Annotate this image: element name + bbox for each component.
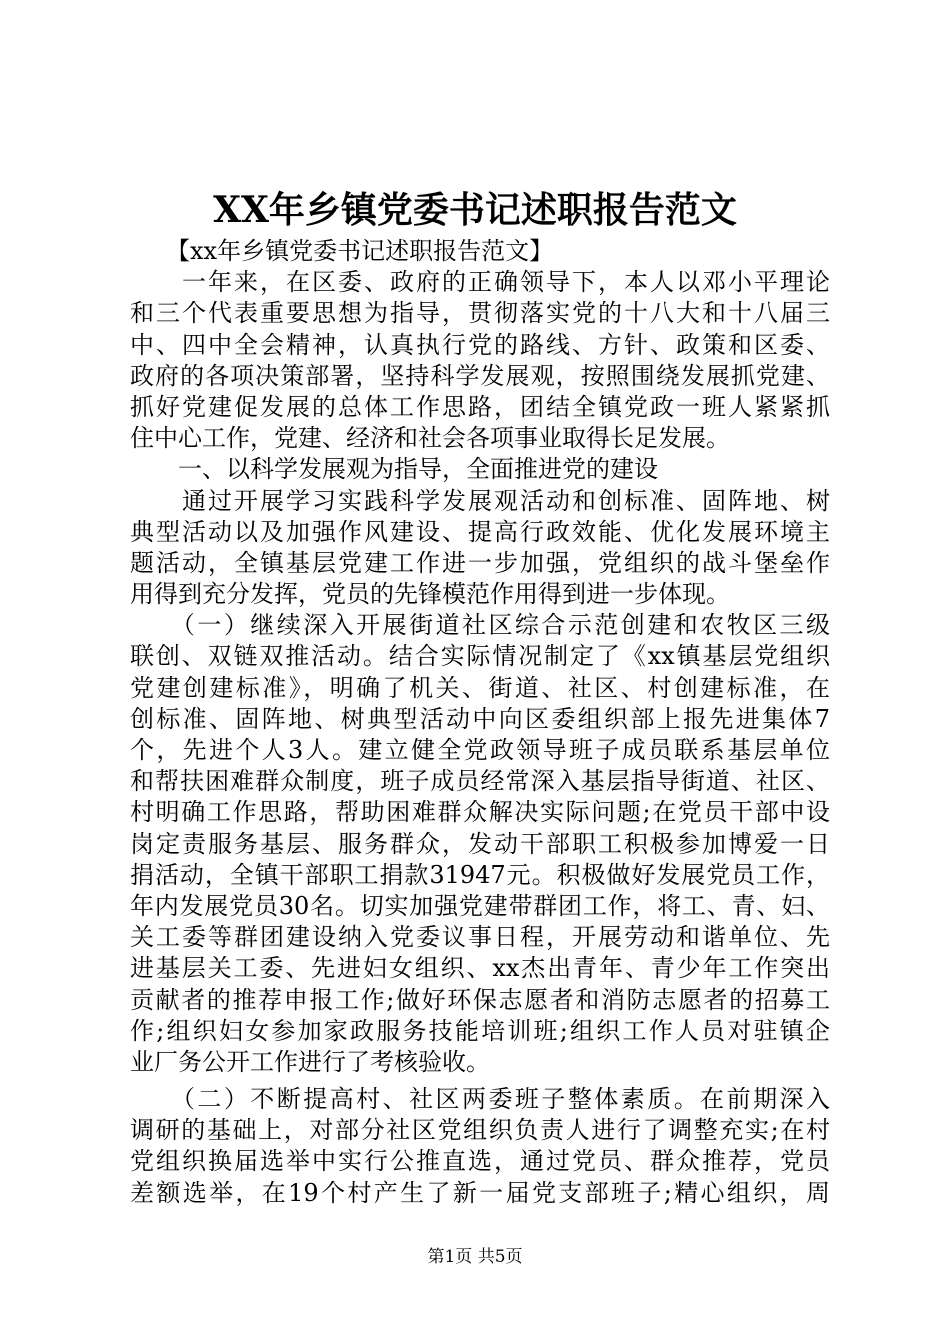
text-line: 和三个代表重要思想为指导，贯彻落实党的十八大和十八届三 — [130, 299, 830, 328]
text-line: 和帮扶困难群众制度，班子成员经常深入基层指导街道、社区、 — [130, 767, 830, 796]
text-line: 创标准、固阵地、树典型活动中向区委组织部上报先进集体7 — [130, 704, 830, 733]
text-line: 调研的基础上，对部分社区党组织负责人进行了调整充实;在村 — [130, 1116, 830, 1145]
text-line: 岗定责服务基层、服务群众，发动干部职工积极参加博爱一日 — [130, 829, 830, 858]
text-line: 作;组织妇女参加家政服务技能培训班;组织工作人员对驻镇企 — [130, 1016, 830, 1045]
text-line: 政府的各项决策部署，坚持科学发展观，按照围绕发展抓党建、 — [130, 361, 830, 390]
text-line: 村明确工作思路，帮助困难群众解决实际问题;在党员干部中设 — [130, 798, 830, 827]
text-line: 题活动，全镇基层党建工作进一步加强，党组织的战斗堡垒作 — [130, 548, 830, 577]
text-line: 业厂务公开工作进行了考核验收。 — [130, 1047, 490, 1076]
page-number: 第1页 共5页 — [427, 1247, 523, 1267]
text-line: 个，先进个人3人。建立健全党政领导班子成员联系基层单位 — [130, 736, 830, 764]
text-line: 进基层关工委、先进妇女组织、xx杰出青年、青少年工作突出 — [130, 954, 830, 983]
text-line: 用得到充分发挥，党员的先锋模范作用得到进一步体现。 — [130, 580, 730, 609]
document-title: XX年乡镇党委书记述职报告范文 — [213, 189, 737, 231]
text-line: 年内发展党员30名。切实加强党建带群团工作，将工、青、妇、 — [130, 891, 830, 920]
text-line: 一年来，在区委、政府的正确领导下，本人以邓小平理论 — [130, 268, 830, 297]
text-line: （一）继续深入开展街道社区综合示范创建和农牧区三级 — [130, 611, 830, 640]
text-line: 贡献者的推荐申报工作;做好环保志愿者和消防志愿者的招募工 — [130, 985, 830, 1014]
text-line: 【xx年乡镇党委书记述职报告范文】 — [130, 237, 554, 265]
text-line: 党组织换届选举中实行公推直选，通过党员、群众推荐，党员 — [130, 1147, 830, 1176]
section-heading: 一、以科学发展观为指导，全面推进党的建设 — [130, 455, 658, 484]
text-line: 中、四中全会精神，认真执行党的路线、方针、政策和区委、 — [130, 330, 830, 359]
text-line: 住中心工作，党建、经济和社会各项事业取得长足发展。 — [130, 424, 730, 453]
text-line: 联创、双链双推活动。结合实际情况制定了《xx镇基层党组织 — [130, 642, 830, 671]
document-body — [130, 236, 830, 1209]
text-line: 典型活动以及加强作风建设、提高行政效能、优化发展环境主 — [130, 517, 830, 546]
text-line: 通过开展学习实践科学发展观活动和创标准、固阵地、树 — [130, 486, 830, 515]
text-line: （二）不断提高村、社区两委班子整体素质。在前期深入 — [130, 1085, 830, 1114]
text-line: 差额选举，在19个村产生了新一届党支部班子;精心组织，周 — [130, 1178, 830, 1207]
text-line: 党建创建标准》，明确了机关、街道、社区、村创建标准，在 — [130, 673, 830, 702]
text-line: 抓好党建促发展的总体工作思路，团结全镇党政一班人紧紧抓 — [130, 392, 830, 421]
text-line: 关工委等群团建设纳入党委议事日程，开展劳动和谐单位、先 — [130, 923, 830, 952]
text-line: 捐活动，全镇干部职工捐款31947元。积极做好发展党员工作， — [130, 860, 830, 889]
